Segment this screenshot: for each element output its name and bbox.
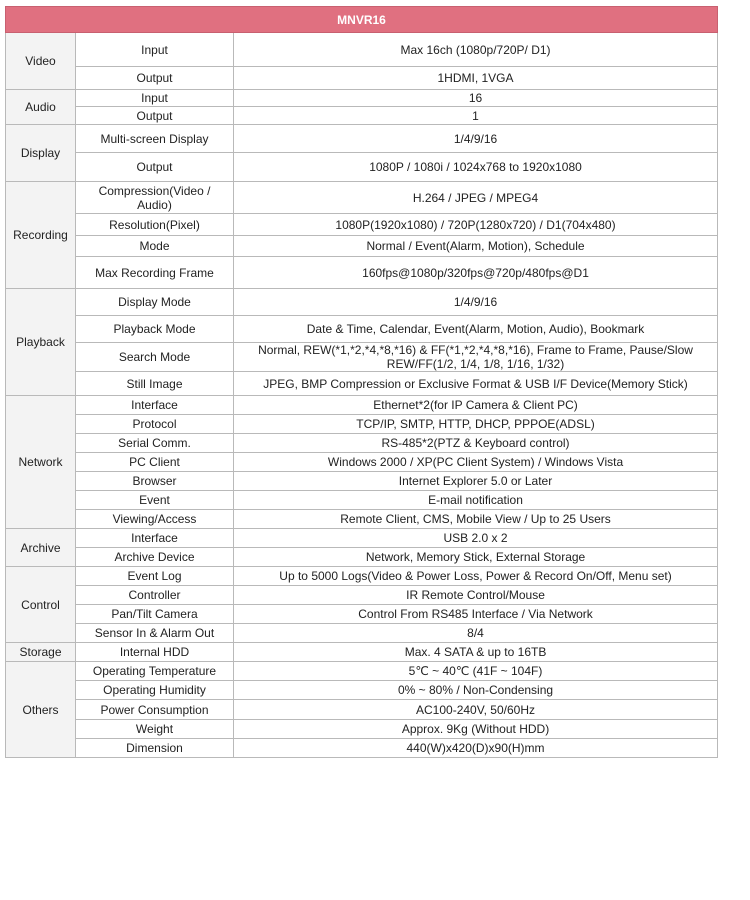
spec-label: Search Mode [76,343,234,372]
table-row [6,491,718,510]
table-row [6,343,718,372]
table-row [6,214,718,236]
spec-label: Weight [76,720,234,739]
spec-value: E-mail notification [234,491,718,510]
spec-label: Viewing/Access [76,510,234,529]
table-row [6,472,718,491]
category-cell: Control [6,567,76,643]
spec-label: Operating Temperature [76,662,234,681]
spec-label: Controller [76,586,234,605]
spec-label: Browser [76,472,234,491]
spec-label: Resolution(Pixel) [76,214,234,236]
spec-label: Dimension [76,739,234,758]
spec-label: Multi-screen Display [76,125,234,153]
spec-value: TCP/IP, SMTP, HTTP, DHCP, PPPOE(ADSL) [234,415,718,434]
spec-value: Network, Memory Stick, External Storage [234,548,718,567]
spec-table [5,6,718,758]
category-cell: Audio [6,90,76,125]
spec-value: Approx. 9Kg (Without HDD) [234,720,718,739]
spec-value: 1/4/9/16 [234,289,718,316]
category-cell: Network [6,396,76,529]
spec-value: 1/4/9/16 [234,125,718,153]
table-row [6,567,718,586]
spec-value: 1080P(1920x1080) / 720P(1280x720) / D1(704x480) [234,214,718,236]
table-row [6,415,718,434]
spec-label: Power Consumption [76,700,234,720]
spec-label: Max Recording Frame [76,257,234,289]
spec-value: Max 16ch (1080p/720P/ D1) [234,33,718,67]
category-cell: Storage [6,643,76,662]
spec-label: Event [76,491,234,510]
spec-value: AC100-240V, 50/60Hz [234,700,718,720]
spec-label: Interface [76,396,234,415]
table-row [6,643,718,662]
spec-label: Event Log [76,567,234,586]
spec-label: PC Client [76,453,234,472]
spec-label: Archive Device [76,548,234,567]
spec-value: 16 [234,90,718,107]
spec-value: Normal, REW(*1,*2,*4,*8,*16) & FF(*1,*2,*4,*8,*16), Frame to Frame, Pause/Slow REW/FF(1/2, 1/4, 1/8, 1/16, 1/32) [234,343,718,372]
spec-value: JPEG, BMP Compression or Exclusive Format & USB I/F Device(Memory Stick) [234,372,718,396]
spec-label: Operating Humidity [76,681,234,700]
spec-value: 8/4 [234,624,718,643]
table-row [6,529,718,548]
table-row [6,434,718,453]
table-row [6,236,718,257]
table-row [6,510,718,529]
spec-value: Date & Time, Calendar, Event(Alarm, Motion, Audio), Bookmark [234,316,718,343]
category-cell: Others [6,662,76,758]
spec-value: Internet Explorer 5.0 or Later [234,472,718,491]
spec-label: Pan/Tilt Camera [76,605,234,624]
spec-body [6,33,718,758]
table-row [6,739,718,758]
spec-label: Input [76,33,234,67]
spec-label: Protocol [76,415,234,434]
table-row [6,90,718,107]
table-title: MNVR16 [6,7,718,33]
table-row [6,453,718,472]
category-cell: Archive [6,529,76,567]
table-row [6,107,718,125]
spec-value: Normal / Event(Alarm, Motion), Schedule [234,236,718,257]
table-row [6,67,718,90]
table-row [6,372,718,396]
spec-value: 1080P / 1080i / 1024x768 to 1920x1080 [234,153,718,182]
table-row [6,662,718,681]
spec-value: 440(W)x420(D)x90(H)mm [234,739,718,758]
table-row [6,681,718,700]
table-row [6,182,718,214]
table-row [6,316,718,343]
spec-label: Still Image [76,372,234,396]
spec-label: Sensor In & Alarm Out [76,624,234,643]
spec-label: Compression(Video / Audio) [76,182,234,214]
table-row [6,396,718,415]
table-row [6,700,718,720]
table-row [6,289,718,316]
spec-value: Remote Client, CMS, Mobile View / Up to 25 Users [234,510,718,529]
spec-label: Playback Mode [76,316,234,343]
spec-label: Internal HDD [76,643,234,662]
table-row [6,125,718,153]
spec-value: Up to 5000 Logs(Video & Power Loss, Power & Record On/Off, Menu set) [234,567,718,586]
spec-value: 1HDMI, 1VGA [234,67,718,90]
spec-value: USB 2.0 x 2 [234,529,718,548]
table-row [6,257,718,289]
title-row [6,7,718,33]
table-row [6,586,718,605]
table-row [6,605,718,624]
spec-value: Ethernet*2(for IP Camera & Client PC) [234,396,718,415]
category-cell: Display [6,125,76,182]
spec-value: 1 [234,107,718,125]
category-cell: Playback [6,289,76,396]
spec-label: Output [76,67,234,90]
spec-label: Display Mode [76,289,234,316]
spec-value: H.264 / JPEG / MPEG4 [234,182,718,214]
table-row [6,720,718,739]
spec-value: IR Remote Control/Mouse [234,586,718,605]
spec-value: RS-485*2(PTZ & Keyboard control) [234,434,718,453]
spec-label: Input [76,90,234,107]
spec-label: Interface [76,529,234,548]
spec-label: Mode [76,236,234,257]
spec-value: Windows 2000 / XP(PC Client System) / Windows Vista [234,453,718,472]
spec-value: Max. 4 SATA & up to 16TB [234,643,718,662]
spec-value: 5℃ ~ 40℃ (41F ~ 104F) [234,662,718,681]
table-row [6,33,718,67]
spec-label: Serial Comm. [76,434,234,453]
spec-value: 160fps@1080p/320fps@720p/480fps@D1 [234,257,718,289]
spec-value: Control From RS485 Interface / Via Network [234,605,718,624]
table-row [6,153,718,182]
spec-label: Output [76,153,234,182]
spec-value: 0% ~ 80% / Non-Condensing [234,681,718,700]
category-cell: Recording [6,182,76,289]
table-row [6,624,718,643]
table-row [6,548,718,567]
category-cell: Video [6,33,76,90]
spec-label: Output [76,107,234,125]
